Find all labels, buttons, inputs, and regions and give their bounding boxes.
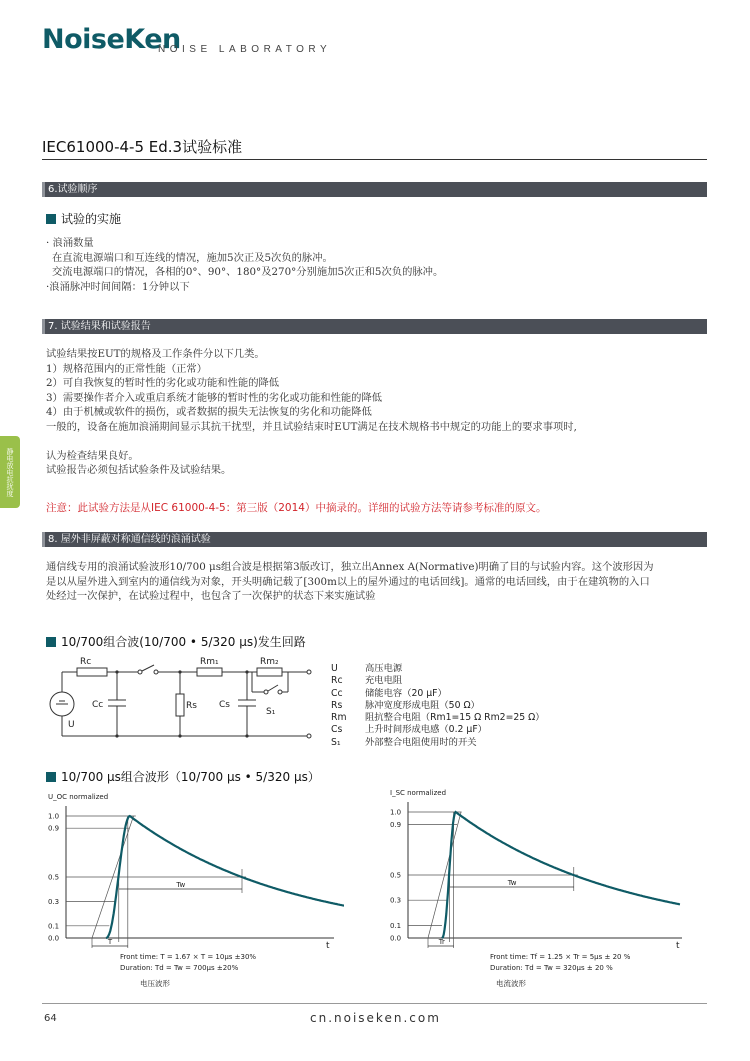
body-line: 2）可自我恢复的暂时性的劣化或功能和性能的降低 [46, 377, 280, 389]
noise-laboratory-tagline: NOISE LABORATORY [158, 44, 332, 55]
label-rm2: Rm₂ [260, 657, 279, 667]
section-8-body [46, 560, 711, 604]
circuit-heading [46, 633, 306, 650]
body-line: ·浪涌脉冲时间间隔：1分钟以下 [46, 280, 190, 293]
legend-row: S₁ 外部整合电阻使用时的开关 [331, 736, 477, 748]
legend-row: Rc 充电电阻 [331, 675, 403, 687]
chart-title: 电流波形 [496, 979, 526, 988]
label-rc: Rc [80, 657, 92, 667]
body-line: 认为检查结果良好。 [46, 449, 139, 462]
body-line: 处经过一次保护，在试验过程中，也包含了一次保护的状态下来实施试验 [46, 590, 376, 602]
y-tick-label: 0.3 [48, 897, 60, 906]
legend-row: U 高压电源 [331, 663, 403, 674]
section-6-body [46, 236, 443, 294]
label-cc: Cc [92, 700, 104, 710]
y-tick-label: 0.9 [48, 824, 60, 833]
body-line: 3）需要操作者介入或重启系统才能够的暂时性的劣化或功能和性能的降低 [46, 391, 383, 404]
heading-text: 10/700 μs组合波形（10/700 μs • 5/320 μs） [61, 770, 320, 784]
body-line: 是以从屋外进入到室内的通信线为对象，开头明确记载了[300m以上的屋外通过的电话回线]。通常的电话回线，由于在建筑物的入口 [46, 575, 650, 588]
square-bullet-icon [46, 772, 56, 782]
website-link[interactable]: cn.noiseken.com [310, 1011, 441, 1025]
body-line: 1）规格范围内的正常性能（正常） [46, 362, 208, 375]
x-axis-label: t [676, 941, 680, 951]
body-line [46, 434, 577, 449]
y-axis-label: I_SC normalized [390, 789, 447, 797]
circuit-legend [331, 663, 545, 749]
marker-t-label: Tr [438, 938, 445, 946]
marker-tw-label: Tw [176, 881, 186, 889]
section-8-bar: 8. 屋外非屏蔽对称通信线的浪涌试验 [42, 532, 707, 547]
y-tick-label: 0.5 [48, 873, 60, 882]
page-number: 64 [44, 1013, 57, 1024]
heading-text: 10/700组合波(10/700 • 5/320 μs)发生回路 [61, 635, 306, 649]
label-s1: S₁ [266, 707, 276, 717]
body-line: 试验结果按EUT的规格及工作条件分以下几类。 [46, 348, 265, 360]
document-title: IEC61000-4-5 Ed.3试验标准 [42, 138, 243, 156]
chart-title: 电压波形 [140, 979, 170, 988]
marker-tw-label: Tw [507, 879, 517, 887]
y-tick-label: 0.0 [48, 934, 60, 943]
legend-row: Cc 储能电容（20 μF） [331, 687, 447, 699]
y-tick-label: 0.1 [390, 921, 402, 930]
y-tick-label: 0.0 [390, 934, 402, 943]
legend-row: Rs 脉冲宽度形成电阻（50 Ω） [331, 699, 480, 711]
duration-note: Duration: Td = Tw = 700μs ±20% [120, 964, 239, 972]
side-tab-chapter[interactable]: 静电放电抗扰度 [0, 436, 20, 508]
body-line: 通信线专用的浪涌试验波形10/700 μs组合波是根据第3版改订，独立出Annex A(Normative)明确了目的与试验内容。这个波形因为 [46, 561, 654, 573]
y-tick-label: 1.0 [48, 812, 60, 821]
footer-divider [42, 1003, 707, 1004]
section-6-bar: 6.试验顺序 [42, 182, 707, 197]
body-line: 在直流电源端口和互连线的情况，施加5次正及5次负的脉冲。 [52, 251, 333, 264]
section-7-bar: 7. 试验结果和试验报告 [42, 319, 707, 334]
y-tick-label: 0.9 [390, 821, 402, 830]
legend-row: Rm 阻抗整合电阻（Rm1=15 Ω Rm2=25 Ω） [331, 712, 545, 724]
y-axis-label: U_OC normalized [48, 793, 109, 801]
marker-t-label: T [107, 938, 113, 946]
y-tick-label: 0.1 [48, 922, 60, 931]
body-line: 交流电源端口的情况，各相的0°、90°、180°及270°分别施加5次正和5次负的脉冲。 [52, 266, 444, 278]
square-bullet-icon [46, 637, 56, 647]
circuit-diagram [42, 652, 327, 752]
y-tick-label: 1.0 [390, 808, 402, 817]
body-line: 一般的，设备在施加浪涌期间显示其抗干扰型，并且试验结束时EUT满足在技术规格书中规定的功能上的要求事项时, [46, 420, 577, 433]
body-line: · 浪涌数量 [46, 237, 94, 249]
label-cs: Cs [219, 700, 230, 710]
front-time-note: Front time: Tf = 1.25 × Tr = 5μs ± 20 % [490, 953, 631, 961]
duration-note: Duration: Td = Tw = 320μs ± 20 % [490, 964, 613, 972]
voltage-waveform-chart [44, 788, 344, 993]
waveform-heading [46, 768, 320, 785]
heading-text: 试验的实施 [61, 212, 122, 226]
label-rm1: Rm₁ [200, 657, 219, 667]
label-rs: Rs [186, 701, 197, 711]
y-tick-label: 0.3 [390, 896, 402, 905]
section-7-body [46, 347, 577, 478]
body-line: 试验报告必须包括试验条件及试验结果。 [46, 464, 232, 476]
y-tick-label: 0.5 [390, 871, 402, 880]
noiseken-logo: NoiseKen [42, 24, 181, 55]
legend-row: Cs 上升时间形成电感（0.2 μF） [331, 724, 487, 736]
front-time-note: Front time: T = 1.67 × T = 10μs ±30% [120, 953, 257, 961]
warning-note: 注意：此试验方法是从IEC 61000-4-5：第三版（2014）中摘录的。详细的试验方法等请参考标准的原文。 [46, 502, 547, 514]
label-u: U [68, 720, 75, 730]
current-waveform-chart [386, 788, 692, 993]
section-6-heading [46, 210, 121, 227]
title-divider [42, 159, 707, 160]
body-line: 4）由于机械或软件的损伤，或者数据的损失无法恢复的劣化和功能降低 [46, 406, 372, 418]
x-axis-label: t [326, 941, 330, 951]
square-bullet-icon [46, 214, 56, 224]
